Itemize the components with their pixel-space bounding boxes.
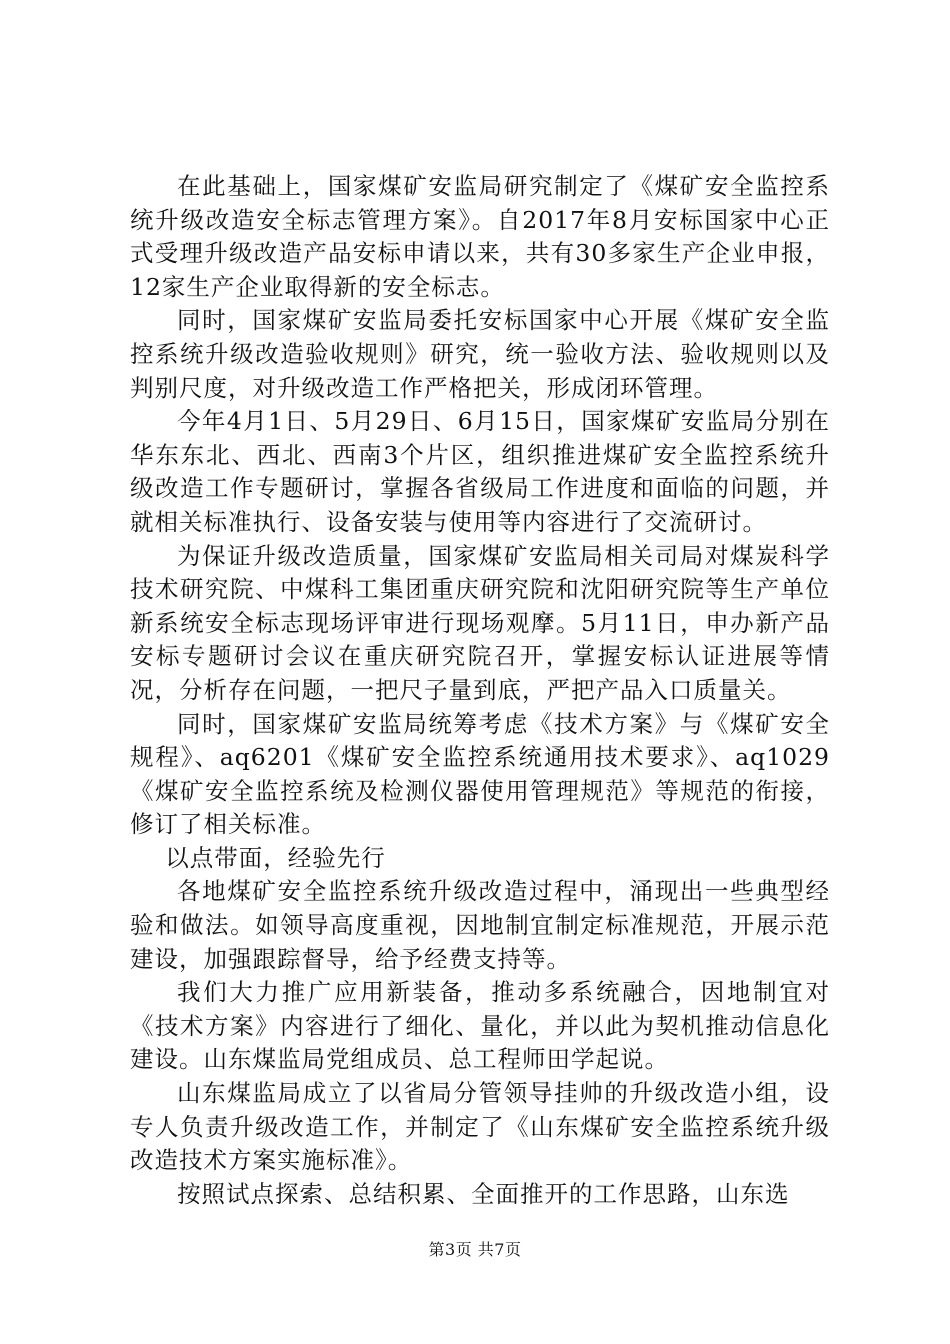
paragraph-2: 同时，国家煤矿安监局委托安标国家中心开展《煤矿安全监控系统升级改造验收规则》研究，统一验收方法、验收规则以及判别尺度，对升级改造工作严格把关，形成闭环管理。: [130, 306, 830, 402]
paragraph-9: 按照试点探索、总结积累、全面推开的工作思路，山东选: [177, 1179, 790, 1208]
paragraph-4: 为保证升级改造质量，国家煤矿安监局相关司局对煤炭科学技术研究院、中煤科工集团重庆研究院和沈阳研究院等生产单位新系统安全标志现场评审进行现场观摩。5月11日，申办新产品安标专题研讨会议在重庆研究院召开，掌握安标认证进展等情况，分析存在问题，一把尺子量到底，严把产品入口质量关。: [130, 541, 830, 704]
paragraph-8: 山东煤监局成立了以省局分管领导挂帅的升级改造小组，设专人负责升级改造工作，并制定了《山东煤矿安全监控系统升级改造技术方案实施标准》。: [130, 1079, 830, 1175]
paragraph-5: 同时，国家煤矿安监局统筹考虑《技术方案》与《煤矿安全规程》、aq6201《煤矿安全监控系统通用技术要求》、aq1029《煤矿安全监控系统及检测仪器使用管理规范》等规范的衔接，修订了相关标准。: [130, 709, 830, 839]
section-heading: 以点带面，经验先行: [165, 843, 386, 872]
paragraph-3: 今年4月1日、5月29日、6月15日，国家煤矿安监局分别在华东东北、西北、西南3个片区，组织推进煤矿安全监控系统升级改造工作专题研讨，掌握各省级局工作进度和面临的问题，并就相关标准执行、设备安装与使用等内容进行了交流研讨。: [130, 407, 830, 536]
document-body: [130, 170, 830, 1211]
paragraph-6: 各地煤矿安全监控系统升级改造过程中，涌现出一些典型经验和做法。如领导高度重视，因地制宜制定标准规范，开展示范建设，加强跟踪督导，给予经费支持等。: [130, 877, 830, 973]
page-number-footer: 第3页 共7页: [428, 1240, 522, 1259]
paragraph-1: 在此基础上，国家煤矿安监局研究制定了《煤矿安全监控系统升级改造安全标志管理方案》。自2017年8月安标国家中心正式受理升级改造产品安标申请以来，共有30多家生产企业申报，12家生产企业取得新的安全标志。: [130, 172, 830, 301]
paragraph-7: 我们大力推广应用新装备，推动多系统融合，因地制宜对《技术方案》内容进行了细化、量化，并以此为契机推动信息化建设。山东煤监局党组成员、总工程师田学起说。: [130, 978, 830, 1074]
